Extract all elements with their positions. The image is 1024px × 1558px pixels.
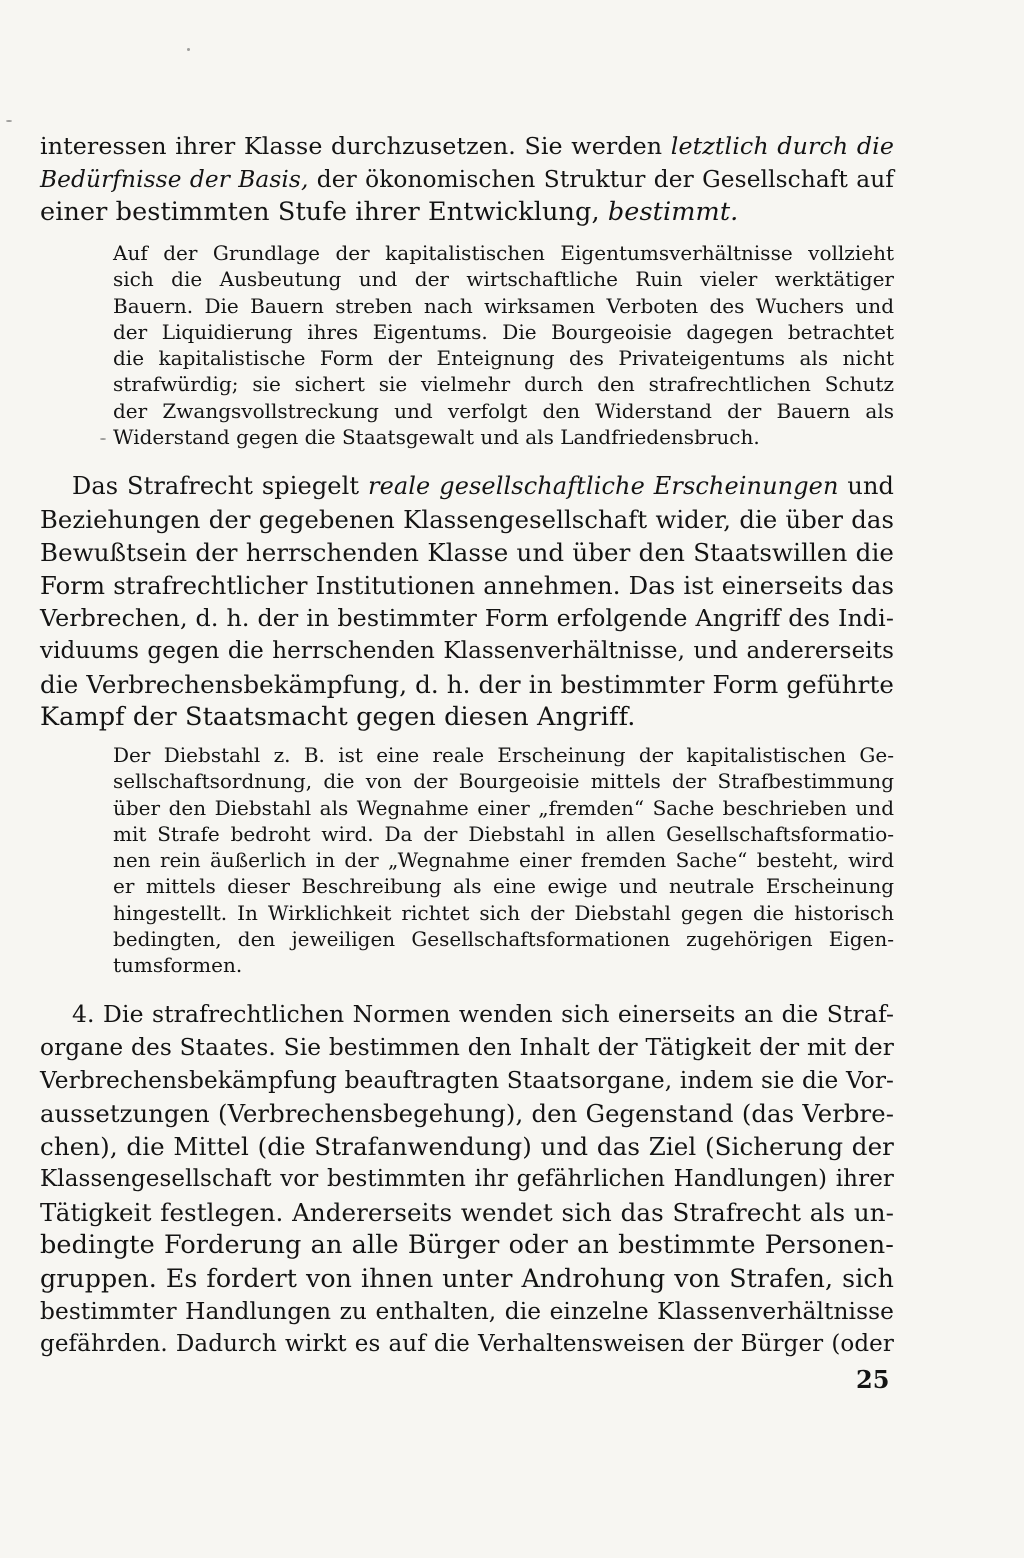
paragraph-1 <box>40 130 894 229</box>
text-line: Bedürfnisse der Basis, der ökonomischen Struktur der Gesellschaft auf <box>40 166 894 193</box>
emphasis: Bedürfnisse der Basis, <box>40 166 309 193</box>
text-line: Form strafrechtlicher Institutionen annehmen. Das ist einerseits das <box>40 571 894 600</box>
text-line: der Zwangsvollstreckung und verfolgt den Widerstand der Bauern als <box>113 398 894 423</box>
text-line: mit Strafe bedroht wird. Da der Diebstahl in allen Gesellschaftsformatio- <box>113 821 894 846</box>
print-speck <box>187 48 190 51</box>
text-line: aussetzungen (Verbrechensbegehung), den Gegenstand (das Verbre- <box>40 1099 894 1128</box>
text-line: Widerstand gegen die Staatsgewalt und als Landfriedensbruch. <box>113 425 760 450</box>
text-line: hingestellt. In Wirklichkeit richtet sich der Diebstahl gegen die historisch <box>113 900 894 925</box>
text-line: der Liquidierung ihres Eigentums. Die Bourgeoisie dagegen betrachtet <box>113 319 894 344</box>
text-line: viduums gegen die herrschenden Klassenverhältnisse, und andererseits <box>40 638 894 664</box>
emphasis: bestimmt. <box>607 197 739 227</box>
paragraph-3 <box>40 998 894 1361</box>
text-line: nen rein äußerlich in der „Wegnahme einer fremden Sache“ besteht, wird <box>113 848 894 873</box>
text-line: Kampf der Staatsmacht gegen diesen Angriff. <box>40 702 636 732</box>
text-line: über den Diebstahl als Wegnahme einer „fremden“ Sache beschrieben und <box>113 795 894 820</box>
text-line: Der Diebstahl z. B. ist eine reale Erscheinung der kapitalistischen Ge- <box>113 743 894 767</box>
paragraph-2 <box>40 470 894 734</box>
text-line: er mittels dieser Beschreibung als eine ewige und neutrale Erscheinung <box>113 874 894 899</box>
page-number: 25 <box>856 1365 890 1394</box>
text-line: strafwürdig; sie sichert sie vielmehr durch den strafrechtlichen Schutz <box>113 372 894 397</box>
text-line: Bauern. Die Bauern streben nach wirksamen Verboten des Wuchers und <box>113 293 894 318</box>
text-line: einer bestimmten Stufe ihrer Entwicklung, bestimmt. <box>40 197 739 227</box>
text-line: gefährden. Dadurch wirkt es auf die Verhaltensweisen der Bürger (oder <box>40 1331 894 1357</box>
text-line: Klassengesellschaft vor bestimmten ihr gefährlichen Handlungen) ihrer <box>40 1166 894 1192</box>
text-line: 4. Die strafrechtlichen Normen wenden sich einerseits an die Straf- <box>72 1000 894 1028</box>
text-line: sich die Ausbeutung und der wirtschaftliche Ruin vieler werktätiger <box>113 267 894 292</box>
print-speck <box>6 120 12 122</box>
text-line: Auf der Grundlage der kapitalistischen Eigentumsverhältnisse vollzieht <box>113 241 894 265</box>
text-line: chen), die Mittel (die Strafanwendung) und das Ziel (Sicherung der <box>40 1132 894 1161</box>
print-speck <box>100 438 106 440</box>
text-line: interessen ihrer Klasse durchzusetzen. Sie werden letztlich durch die <box>40 132 894 160</box>
text-line: Verbrechen, d. h. der in bestimmter Form erfolgende Angriff des Indi- <box>40 604 894 632</box>
example-1 <box>113 240 894 450</box>
text-line: Bewußtsein der herrschenden Klasse und über den Staatswillen die <box>40 538 894 567</box>
text-line: Tätigkeit festlegen. Andererseits wendet sich das Strafrecht als un- <box>40 1198 894 1227</box>
text-line: die Verbrechensbekämpfung, d. h. der in bestimmter Form geführte <box>40 670 894 699</box>
emphasis: reale gesellschaftliche Erscheinungen <box>368 472 839 500</box>
text-line: die kapitalistische Form der Enteignung des Privateigentums als nicht <box>113 346 894 371</box>
emphasis: letztlich durch die <box>670 132 894 160</box>
example-2 <box>113 742 894 979</box>
text-line: bestimmter Handlungen zu enthalten, die einzelne Klassenverhältnisse <box>40 1298 894 1325</box>
text-line: sellschaftsordnung, die von der Bourgeoisie mittels der Strafbestimmung <box>113 769 894 794</box>
text-line: organe des Staates. Sie bestimmen den Inhalt der Tätigkeit der mit der <box>40 1034 894 1061</box>
text-line: Das Strafrecht spiegelt reale gesellschaftliche Erscheinungen und <box>72 472 894 500</box>
text-line: bedingten, den jeweiligen Gesellschaftsformationen zugehörigen Eigen- <box>113 927 894 952</box>
text-line: gruppen. Es fordert von ihnen unter Androhung von Strafen, sich <box>40 1264 894 1293</box>
text-line: Beziehungen der gegebenen Klassengesellschaft wider, die über das <box>40 505 894 534</box>
text-line: tumsformen. <box>113 953 243 978</box>
text-line: Verbrechensbekämpfung beauftragten Staatsorgane, indem sie die Vor- <box>40 1067 894 1094</box>
text-line: bedingte Forderung an alle Bürger oder an bestimmte Personen- <box>40 1230 894 1260</box>
